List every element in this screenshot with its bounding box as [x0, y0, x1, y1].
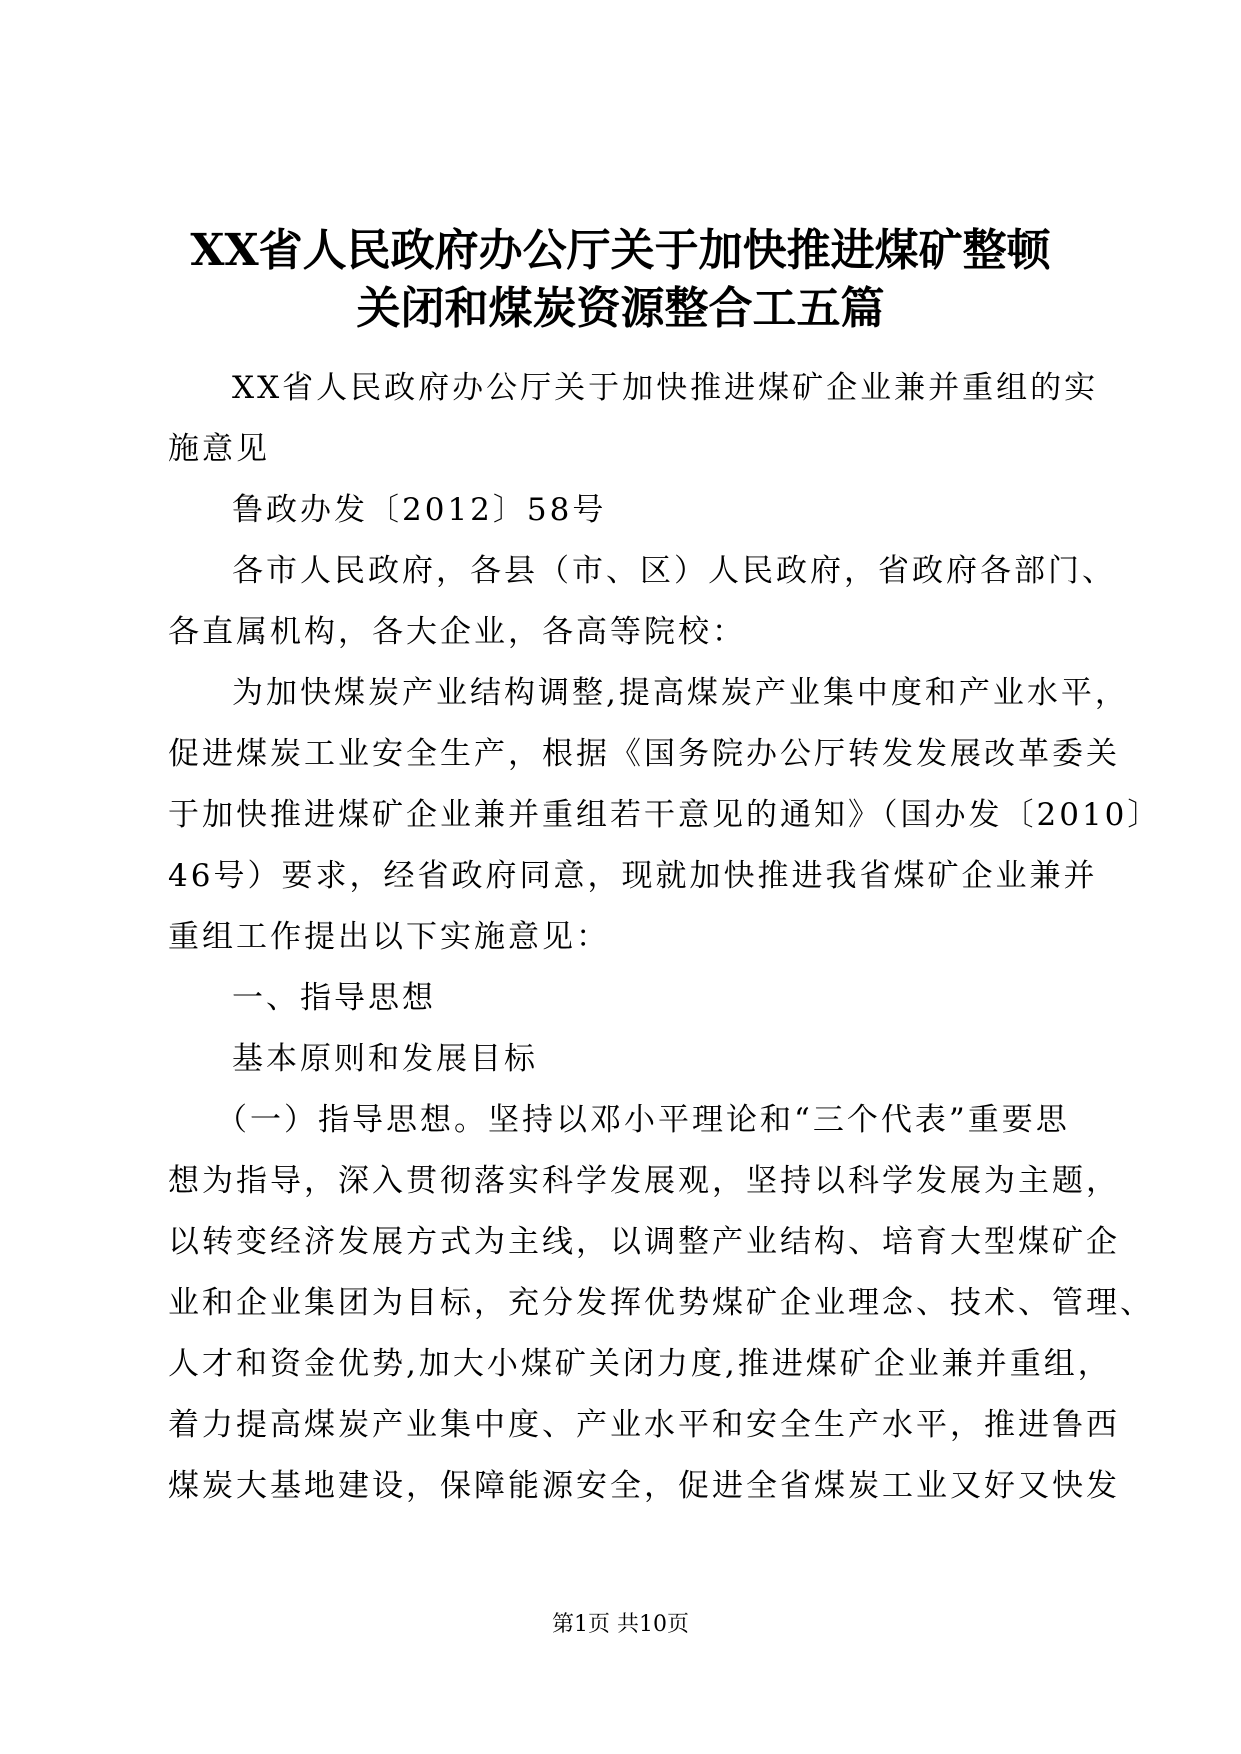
document-title [150, 222, 1091, 338]
text-line: 煤炭大基地建设，保障能源安全，促进全省煤炭工业又好又快发 [168, 1468, 1120, 1504]
text-line: 业和企业集团为目标，充分发挥优势煤矿企业理念、技术、管理、 [168, 1285, 1154, 1321]
text-line: 一、指导思想 [232, 980, 436, 1016]
title-line-2: 关闭和煤炭资源整合工五篇 [356, 283, 885, 334]
paragraph-document-number [168, 480, 1088, 541]
text-line: 以转变经济发展方式为主线，以调整产业结构、培育大型煤矿企 [168, 1224, 1120, 1260]
text-line: 鲁政办发〔2012〕58号 [232, 492, 607, 528]
text-line: 重组工作提出以下实施意见： [168, 919, 610, 955]
document-body [168, 358, 1162, 1517]
paragraph-intro [168, 663, 1162, 968]
page-footer [0, 1610, 1241, 1640]
text-line: （一）指导思想。坚持以邓小平理论和“三个代表”重要思 [216, 1102, 1070, 1138]
text-line: 着力提高煤炭产业集中度、产业水平和安全生产水平，推进鲁西 [168, 1407, 1120, 1443]
text-line: 于加快推进煤矿企业兼并重组若干意见的通知》（国办发〔2010〕 [168, 797, 1162, 833]
text-line: 促进煤炭工业安全生产，根据《国务院办公厅转发发展改革委关 [168, 736, 1120, 772]
text-line: 基本原则和发展目标 [232, 1041, 538, 1077]
text-line: 想为指导，深入贯彻落实科学发展观，坚持以科学发展为主题， [168, 1163, 1120, 1199]
paragraph-heading-subtitle [168, 358, 1099, 480]
paragraph-guiding-ideology [168, 1090, 1154, 1517]
text-line: 施意见 [168, 431, 270, 467]
paragraph-recipients [168, 541, 1116, 663]
title-line-1: XX省人民政府办公厅关于加快推进煤矿整顿 [190, 225, 1051, 276]
page-number-label: 第1页 共10页 [552, 1612, 689, 1637]
section-heading-guiding-ideology [168, 968, 1088, 1029]
text-line: XX省人民政府办公厅关于加快推进煤矿企业兼并重组的实 [232, 370, 1099, 406]
text-line: 人才和资金优势,加大小煤矿关闭力度,推进煤矿企业兼并重组， [168, 1346, 1112, 1382]
text-line: 各直属机构，各大企业，各高等院校： [168, 614, 746, 650]
section-subheading-principles [168, 1029, 1088, 1090]
text-line: 为加快煤炭产业结构调整,提高煤炭产业集中度和产业水平， [232, 675, 1129, 711]
text-line: 46号）要求，经省政府同意，现就加快推进我省煤矿企业兼并 [168, 858, 1098, 894]
text-line: 各市人民政府，各县（市、区）人民政府，省政府各部门、 [232, 553, 1116, 589]
